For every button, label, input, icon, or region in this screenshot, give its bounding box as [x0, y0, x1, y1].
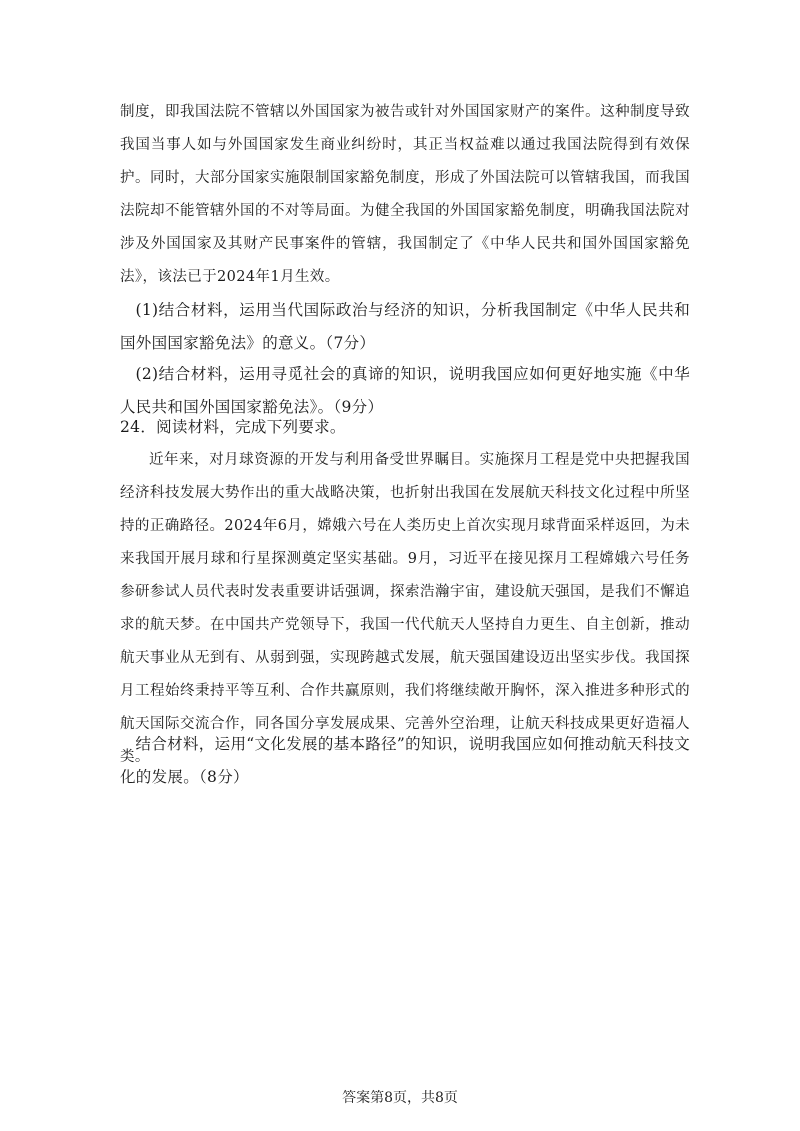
question-24-heading-text: 24．阅读材料，完成下列要求。	[120, 418, 346, 436]
material-24-passage	[120, 444, 690, 774]
question-24-heading	[120, 411, 690, 444]
question-23-1-text: (1)结合材料，运用当代国际政治与经济的知识，分析我国制定《中华人民共和国外国国家豁免法》的意义。（7分）	[120, 301, 690, 352]
question-23-1	[120, 294, 690, 360]
material-23-passage	[120, 96, 690, 294]
question-24-ask-text: 结合材料，运用“文化发展的基本路径”的知识，说明我国应如何推动航天科技文化的发展。（8分）	[120, 735, 690, 786]
question-23-2-text: (2)结合材料，运用寻觅社会的真谛的知识，说明我国应如何更好地实施《中华人民共和国外国国家豁免法》。（9分）	[120, 365, 690, 416]
page-number-label: 答案第8页，共8页	[342, 1090, 458, 1106]
material-23-text: 制度，即我国法院不管辖以外国国家为被告或针对外国国家财产的案件。这种制度导致我国当事人如与外国国家发生商业纠纷时，其正当权益难以通过我国法院得到有效保护。同时，大部分国家实施限制国家豁免制度，形成了外国法院可以管辖我国，而我国法院却不能管辖外国的不对等局面。为健全我国的外国国家豁免制度，明确我国法院对涉及外国国家及其财产民事案件的管辖，我国制定了《中华人民共和国外国国家豁免法》，该法已于2024年1月生效。	[120, 104, 690, 285]
question-24-ask	[120, 728, 690, 794]
material-24-text: 近年来，对月球资源的开发与利用备受世界瞩目。实施探月工程是党中央把握我国经济科技发展大势作出的重大战略决策，也折射出我国在发展航天科技文化过程中所坚持的正确路径。2024年6月，嫦娥六号在人类历史上首次实现月球背面采样返回，为未来我国开展月球和行星探测奠定坚实基础。9月，习近平在接见探月工程嫦娥六号任务参研参试人员代表时发表重要讲话强调，探索浩瀚宇宙，建设航天强国，是我们不懈追求的航天梦。在中国共产党领导下，我国一代代航天人坚持自力更生、自主创新，推动航天事业从无到有、从弱到强，实现跨越式发展，航天强国建设迈出坚实步伐。我国探月工程始终秉持平等互利、合作共赢原则，我们将继续敞开胸怀，深入推进多种形式的航天国际交流合作，同各国分享发展成果、完善外空治理，让航天科技成果更好造福人类。	[120, 452, 690, 765]
page-footer	[0, 1087, 800, 1107]
